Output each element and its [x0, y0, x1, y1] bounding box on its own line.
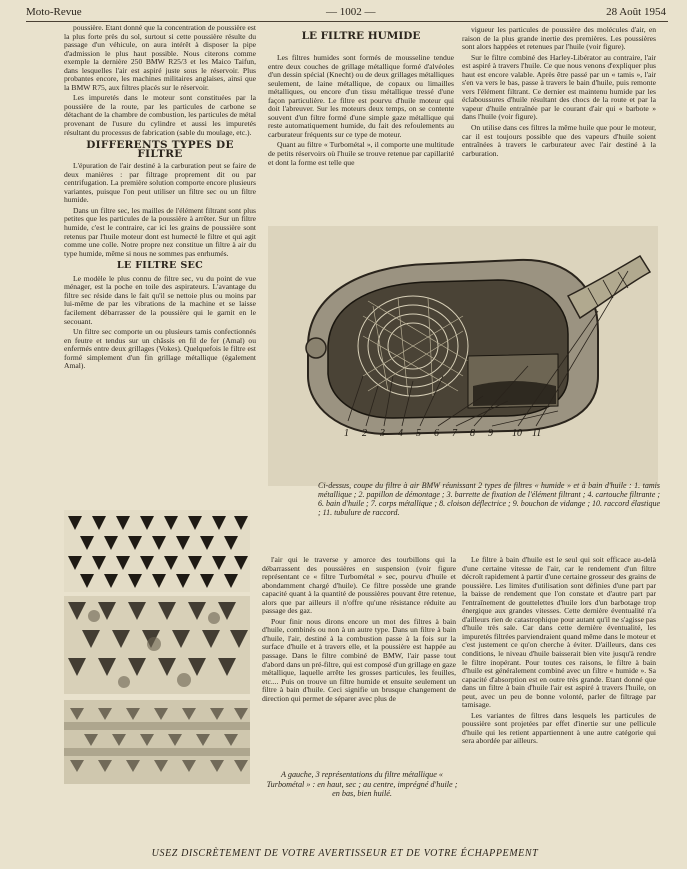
page-number: — 1002 —	[326, 6, 376, 18]
callout-3: 3	[380, 428, 385, 439]
paragraph: On utilise dans ces filtres la même huile que pour le moteur, car il est toujours possible que des vapeurs d'huile soient entraînées à travers le carburateur avec l'air destiné à la carburation.	[462, 123, 656, 158]
column-4	[262, 556, 456, 705]
column-5	[462, 556, 656, 748]
callout-11: 11	[532, 428, 542, 439]
page-footer-slogan: USEZ DISCRÈTEMENT DE VOTRE AVERTISSEUR ET DE VOTRE ÉCHAPPEMENT	[151, 848, 539, 859]
heading-types-de-filtre: DIFFERENTS TYPES DE FILTRE	[86, 139, 234, 160]
mesh-caption: A gauche, 3 représentations du filtre métallique « Turbométal » : en haut, sec ; au centre, imprégné d'huile ; en bas, bien huilé.	[266, 770, 458, 798]
paragraph: Sur le filtre combiné des Harley-Libérator au contraire, l'air est aspiré à travers l'huile. Ce que nous venons d'expliquer plus haut est encore valable. Après être passé par un « tamis », l'air s'en va vers le bas, passe à travers le bain d'huile, puis remonte vers l'élément filtrant. Ce dernier est maintenu humide par les éclaboussures d'huile résultant des chocs de la route et par la vapeur d'huile entraînée par le courant d'air qui « barbote » dans l'huile (voir figure).	[462, 52, 656, 122]
turbometal-mesh-dry	[64, 510, 250, 592]
column-3	[462, 26, 656, 160]
paragraph: vigueur les particules de poussière des molécules d'air, en raison de la plus grande inertie des premières. Les poussières sont alors happées et retenues par l'huile (voir figure).	[462, 25, 656, 52]
paragraph: l'air qui le traverse y amorce des tourbillons qui la débarrassent des poussières en suspension (voir figure représentant ce « filtre Turbométal » sec, pourvu d'huile et abondamment chargé d'huile). Ce filtre possède une grande capacité quant à la quantité de poussières pouvant être retenue, alors que par ailleurs il n'offre qu'une résistance réduite au passage des gaz.	[262, 555, 456, 616]
column-1	[64, 24, 256, 373]
callout-7: 7	[452, 428, 457, 439]
page-header	[26, 6, 666, 22]
paragraph: Un filtre sec comporte un ou plusieurs tamis confectionnés en feutre et tendus sur un châssis en fil de fer (Amal) ou enfermés entre deux grillages (Vokes). Quelquefois le filtre est formé simplement d'un fin grillage métallique (également Amal).	[64, 327, 256, 371]
heading-filtre-humide: LE FILTRE HUMIDE	[301, 30, 421, 42]
issue-date: 28 Août 1954	[606, 6, 666, 18]
callout-5: 5	[416, 428, 421, 439]
paragraph: Quant au filtre « Turbométal », il comporte une multitude de petits réservoirs où l'huile se trouve retenue par capillarité et dont la forme est telle que	[268, 140, 454, 167]
callout-2: 2	[362, 428, 367, 439]
paragraph: Les variantes de filtres dans lesquels les particules de poussière sont projetées par effet d'inertie sur une pellicule d'huile qui les retient appartiennent à une autre catégorie qui sera abordée par ailleurs.	[462, 710, 656, 746]
callout-4: 4	[398, 428, 403, 439]
header-rule	[26, 21, 668, 22]
paragraph: Dans un filtre sec, les mailles de l'élément filtrant sont plus petites que les particules de la poussière à arrêter. Sur un filtre humide, c'est le contraire, car ici les grains de poussière sont retenus par l'huile moteur dont est humecté le filtre et qui agit comme une colle. Notre propre nez constitue un filtre à air du type humide, même si nous ne sommes pas enrhumés.	[64, 205, 256, 258]
callout-1: 1	[344, 428, 349, 439]
air-filter-cutaway-figure	[268, 226, 658, 486]
magazine-name: Moto-Revue	[26, 6, 82, 18]
paragraph: Pour finir nous dirons encore un mot des filtres à bain d'huile, combinés ou non à un autre type. Dans un filtre à bain d'huile, l'air, destiné à la combustion passe à la fois sur la surface d'huile et à travers elle, et la poussière est happée au passage. Dans le filtre combiné de BMW, l'air passe tout d'abord dans un pré-filtre, qui est composé d'un grillage en gaze métallique, laquelle arrête les grosses particules, les feuilles, etc.... Puis on trouve un filtre humide et ensuite seulement un filtre à bain d'huile. Ceci signifie un brusque changement de direction qui permet de séparer avec plus de	[262, 616, 456, 703]
figure-caption: Ci-dessus, coupe du filtre à air BMW réunissant 2 types de filtres « humide » et à bain d'huile : 1. tamis métallique ; 2. papillon de démontage ; 3. barrette de fixation de l'élément filtrant ; 4. cartouche filtrante ; 6. bain d'huile ; 7. corps métallique ; 8. cloison déflectrice ; 9. bouchon de vidange ; 10. raccord élastique ; 11. tubulure de raccord.	[318, 481, 660, 517]
heading-filtre-sec: LE FILTRE SEC	[116, 260, 204, 272]
turbometal-mesh-oiled	[64, 596, 250, 694]
paragraph: Les filtres humides sont formés de mousseline tendue entre deux couches de grillage métallique formé d'alvéoles d'un dessin spécial (Knecht) ou de deux grillages métalliques seulement, de laine métallique, de copaux ou limailles métalliques, ou encore d'un tissu métallique tressé d'une façon particulière. Le filtre est pourvu d'huile moteur qui doit l'abreuver. Sur les moteurs deux temps, on se contente souvent d'un filtre formé d'une simple gaze métallique qui reste automatiquement humide, du fait des refoulements au carburateur fréquents sur ce type de moteur.	[268, 53, 454, 139]
paragraph: Le modèle le plus connu de filtre sec, vu du point de vue ménager, est la poche en toile des aspirateurs. L'avantage du filtre sec réside dans le fait qu'il se nettoie plus ou moins par lui-même de par les vibrations de la machine et se laisse facilement débarrasser de la poussière qui le garnit en le secouant.	[64, 273, 256, 326]
callout-10: 10	[512, 428, 522, 439]
column-2	[268, 54, 454, 169]
callout-8: 8	[470, 428, 475, 439]
paragraph: Le filtre à bain d'huile est le seul qui soit efficace au-delà d'une certaine vitesse de l'air, car le rendement d'un filtre décroît rapidement à partir d'une certaine grosseur des grains de poussière. Les limites d'utilisation sont définies d'une part par la baisse de rendement que l'on constate et d'autre part par l'entraînement de gouttelettes d'huile lors d'un barbotage trop énergique aux grandes vitesses. Cette dernière éventualité n'a d'ailleurs rien de catastrophique pour autant qu'il ne s'agisse pas d'huile très sale. Car dans cette dernière éventualité, les impuretés filtrées parviendraient quand même dans le moteur et c'est justement ce qu'on cherche à éviter. D'ailleurs, dans ces conditions, le niveau d'huile baisserait bien vite jusqu'à rendre le filtre inopérant. Pour toutes ces raisons, le filtre à bain d'huile est généralement combiné avec un filtre « humide ». Sa capacité d'absorption est en outre très grande. Etant donné que dans un filtre à bain d'huile l'air est aspiré à travers l'huile, on peut, avec un peu de bonne volonté, parler de filtrage par tamisage.	[462, 555, 656, 710]
paragraph: L'épuration de l'air destiné à la carburation peut se faire de deux manières : par filtrage proprement dit ou par centrifugation. La première solution comporte encore plusieurs variantes, puisque l'on peut utiliser un filtre sec ou un filtre humide.	[64, 161, 256, 205]
paragraph: Les impuretés dans le moteur sont constituées par la poussière de la route, par les particules de carbone se détachant de la chambre de combustion, les particules de métal provenant de l'usure du cylindre et aussi les impuretés résultant du processus de fabrication (sable du moulage, etc.).	[64, 93, 256, 137]
callout-6: 6	[434, 428, 439, 439]
turbometal-mesh-well-oiled	[64, 700, 250, 784]
paragraph: poussière. Etant donné que la concentration de poussière est la plus forte près du sol, surtout si cette poussière résulte du passage d'un véhicule, on aura intérêt à disposer la pipe d'admission le plus haut possible. Nous citerons comme exemple la dernière 250 BMW R25/3 et les Maico Taifun, dans lesquelles l'air est aspiré juste sous le réservoir. Plus probantes encore, les machines militaires anglaises, ainsi que la BMW R75, aux filtres placés sur le réservoir.	[64, 23, 256, 92]
callout-9: 9	[488, 428, 493, 439]
